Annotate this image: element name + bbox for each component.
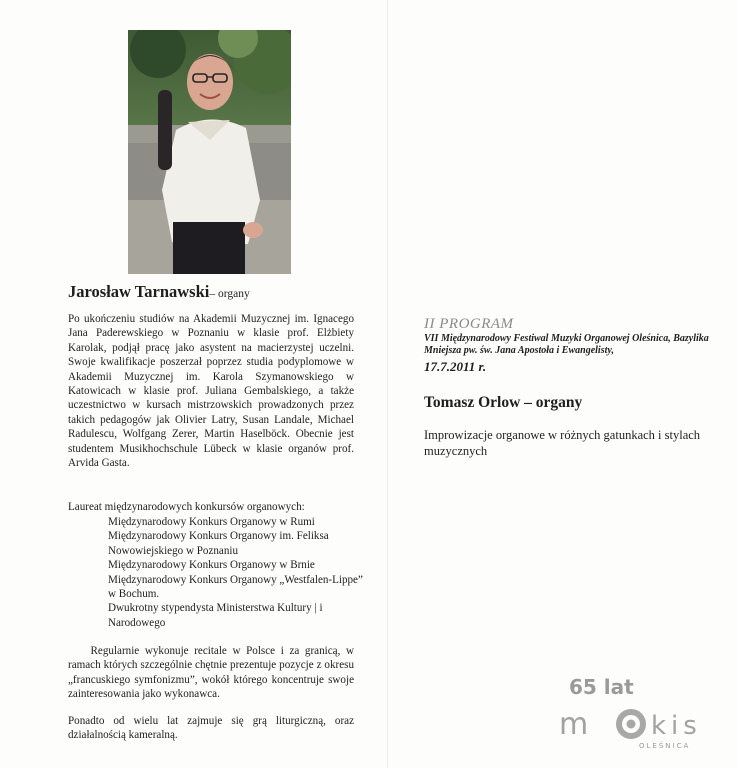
artist-bio: Po ukończeniu studiów na Akademii Muzycznej im. Ignacego Jana Paderewskiego w Poznaniu w klasie prof. Elżbiety Karolak, podjął pracę jako asystent na macierzystej uczelni. Swoje kwalifikacje poszerzał poprzez studia podyplomowe w Akademii Muzycznej im. Karola Szymanowskiego w Katowicach w klasie prof. Juliana Gembalskiego, a także uczestnictwo w kursach mistrzowskich prowadzonych przez takich pedagogów jak Olivier Latry, Susan Landale, Michael Radulescu, Wolfgang Zerer, Martin Haselböck. Obecnie jest studentem Musikhochschule Lübeck w klasie organów prof. Arvida Gasta. bbox=[68, 313, 354, 470]
artist-name: Jarosław Tarnawski bbox=[68, 282, 210, 301]
logo-letters-left: m bbox=[559, 707, 589, 742]
performer-name: Tomasz Orlow – organy bbox=[424, 394, 583, 411]
award-item: Międzynarodowy Konkurs Organowy w Brnie bbox=[108, 559, 315, 572]
recitals-paragraph bbox=[68, 644, 354, 702]
artist-role: – organy bbox=[209, 288, 250, 300]
logo-anniversary: 65 lat bbox=[569, 675, 634, 699]
liturgy-paragraph: Ponadto od wielu lat zajmuje się grą liturgiczną, oraz działalnością kameralną. bbox=[68, 715, 354, 742]
logo-spiral-icon bbox=[616, 709, 646, 739]
award-item: Międzynarodowy Konkurs Organowy w Rumi bbox=[108, 516, 315, 528]
concert-date: 17.7.2011 r. bbox=[424, 359, 487, 374]
mokis-logo bbox=[555, 672, 715, 752]
logo-letters-right: kis bbox=[651, 711, 702, 741]
award-item: Dwukrotny stypendysta Ministerstwa Kultury | i Narodowego bbox=[108, 602, 323, 629]
festival-info: VII Międzynarodowy Festiwal Muzyki Organowej Oleśnica, Bazylika Mniejsza pw. św. Jana Apostoła i Ewangelisty, bbox=[424, 333, 709, 356]
awards-list bbox=[108, 515, 366, 630]
page-fold bbox=[387, 0, 388, 768]
logo-city: OLEŚNICA bbox=[639, 742, 691, 750]
repertoire-text: Improwizacje organowe w różnych gatunkach i stylach muzycznych bbox=[424, 428, 701, 458]
recitals-text: Regularnie wykonuje recitale w Polsce i za granicą, w ramach których szczególnie chętnie prezentuje pozycje z okresu „francuskiego symfonizmu”, wokół którego koncentruje swoje zainteresowania jako wykonawca. bbox=[68, 645, 354, 701]
artist-heading bbox=[68, 282, 250, 302]
award-item: Międzynarodowy Konkurs Organowy „Westfalen-Lippe” w Bochum. bbox=[108, 573, 363, 601]
award-item: Międzynarodowy Konkurs Organowy im. Feliksa Nowowiejskiego w Poznaniu bbox=[108, 530, 329, 557]
program-heading: II PROGRAM bbox=[424, 316, 514, 332]
laureate-intro: Laureat międzynarodowych konkursów organowych: bbox=[68, 501, 305, 513]
artist-photo bbox=[128, 30, 291, 274]
